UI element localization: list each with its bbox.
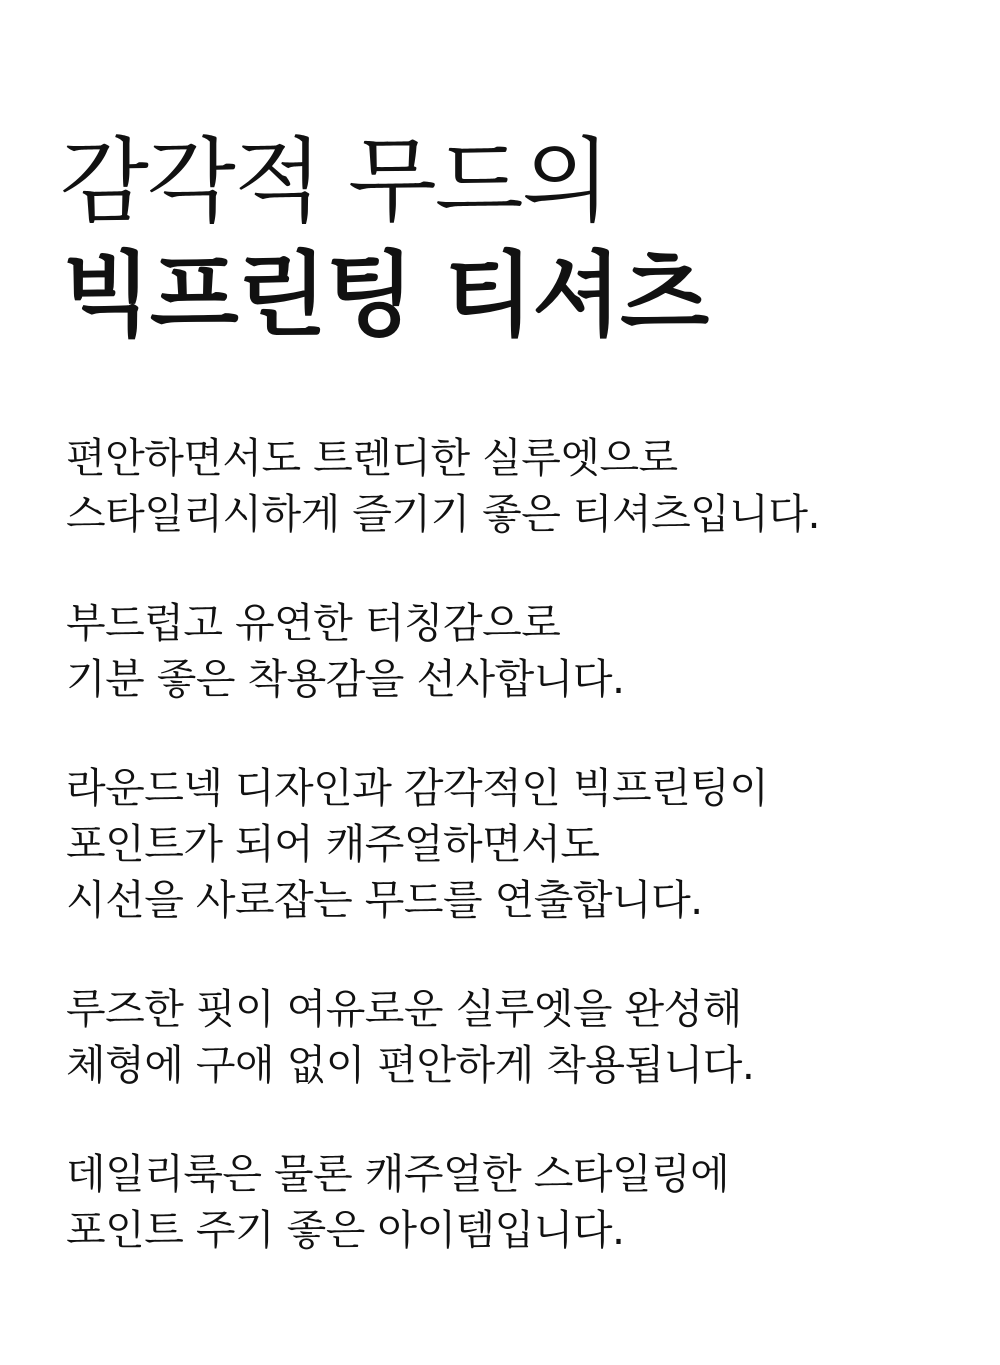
paragraph-line: 부드럽고 유연한 터칭감으로: [66, 599, 561, 647]
description-body: [66, 430, 976, 1311]
paragraph-line: 포인트 주기 좋은 아이템입니다.: [66, 1206, 625, 1254]
paragraph-4: [66, 981, 976, 1093]
title-line-1: 감각적 무드의: [60, 128, 609, 235]
paragraph-line: 기분 좋은 착용감을 선사합니다.: [66, 655, 625, 703]
paragraph-line: 데일리룩은 물론 캐주얼한 스타일링에: [66, 1150, 730, 1198]
paragraph-2: [66, 595, 976, 707]
paragraph-line: 라운드넥 디자인과 감각적인 빅프린팅이: [66, 764, 769, 812]
paragraph-line: 스타일리시하게 즐기기 좋은 티셔츠입니다.: [66, 490, 821, 538]
paragraph-line: 체형에 구애 없이 편안하게 착용됩니다.: [66, 1041, 755, 1089]
paragraph-line: 포인트가 되어 캐주얼하면서도: [66, 820, 600, 868]
paragraph-5: [66, 1146, 976, 1258]
paragraph-1: [66, 430, 976, 542]
paragraph-line: 루즈한 핏이 여유로운 실루엣을 완성해: [66, 985, 742, 1033]
paragraph-line: 시선을 사로잡는 무드를 연출합니다.: [66, 876, 703, 924]
title-line-2: 빅프린팅 티셔츠: [62, 242, 709, 349]
paragraph-3: [66, 760, 976, 928]
paragraph-line: 편안하면서도 트렌디한 실루엣으로: [66, 434, 678, 482]
